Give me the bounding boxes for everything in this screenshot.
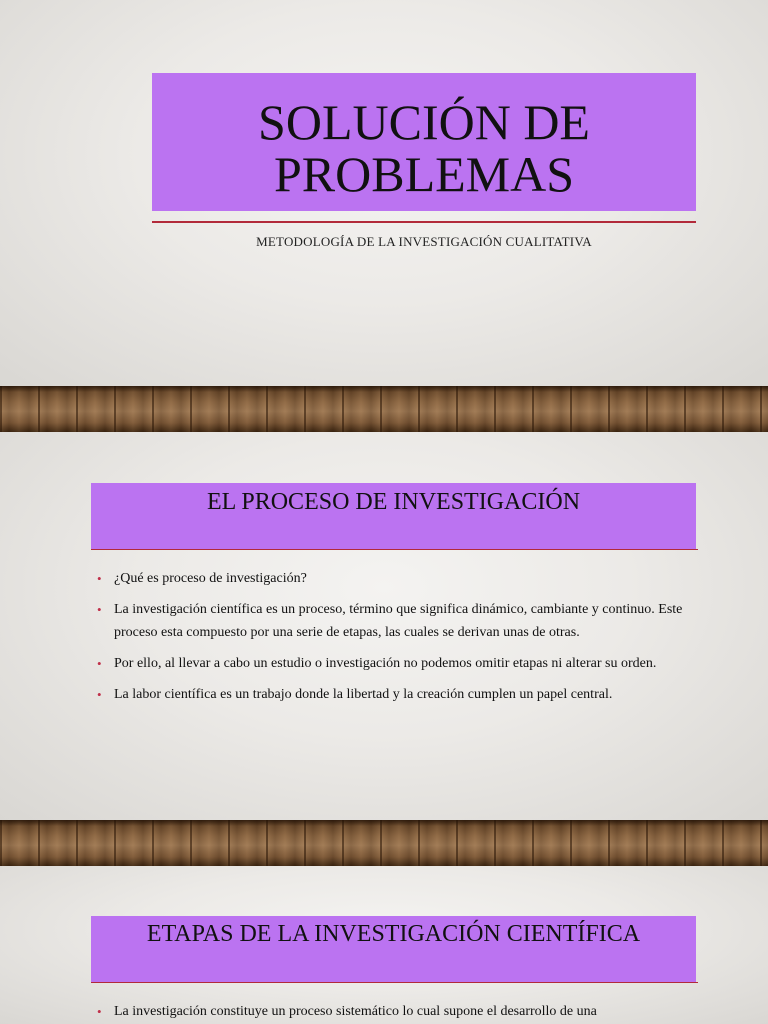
slide-3-title-box bbox=[91, 916, 696, 982]
wood-floor-1 bbox=[0, 386, 768, 432]
slide-1-accent-rule bbox=[152, 221, 696, 223]
slide-2-title-box bbox=[91, 483, 696, 549]
slide-3-bullet-1: • La investigación constituye un proceso sistemático lo cual supone el desarrollo de una bbox=[97, 1000, 717, 1023]
slide-2 bbox=[0, 432, 768, 820]
slide-3 bbox=[0, 866, 768, 1024]
slide-1-subtitle: METODOLOGÍA DE LA INVESTIGACIÓN CUALITATIVA bbox=[256, 234, 592, 249]
slide-3-accent-rule bbox=[91, 982, 698, 983]
slide-1-title-line-2: PROBLEMAS bbox=[273, 146, 575, 202]
slide-1-title-box bbox=[152, 73, 696, 211]
slide-1-title-line-1: SOLUCIÓN DE bbox=[258, 94, 590, 150]
slide-2-accent-rule bbox=[91, 549, 698, 550]
slide-2-title: EL PROCESO DE INVESTIGACIÓN bbox=[206, 489, 581, 515]
slide-2-bullet-2: • La investigación científica es un proceso, término que significa dinámico, cambiante y continuo. Este proceso esta compuesto por una serie de etapas, las cuales se derivan unas de otras. bbox=[97, 598, 697, 644]
wood-floor-2 bbox=[0, 820, 768, 866]
slide-2-bullet-list bbox=[97, 567, 697, 714]
slide-2-bullet-1: • ¿Qué es proceso de investigación? bbox=[97, 567, 697, 590]
slide-1 bbox=[0, 0, 768, 386]
slide-3-title: ETAPAS DE LA INVESTIGACIÓN CIENTÍFICA bbox=[146, 921, 641, 947]
slide-2-bullet-4: • La labor científica es un trabajo donde la libertad y la creación cumplen un papel central. bbox=[97, 683, 697, 706]
slide-3-bullet-list bbox=[97, 1000, 717, 1024]
slide-2-bullet-3: • Por ello, al llevar a cabo un estudio o investigación no podemos omitir etapas ni alterar su orden. bbox=[97, 652, 697, 675]
